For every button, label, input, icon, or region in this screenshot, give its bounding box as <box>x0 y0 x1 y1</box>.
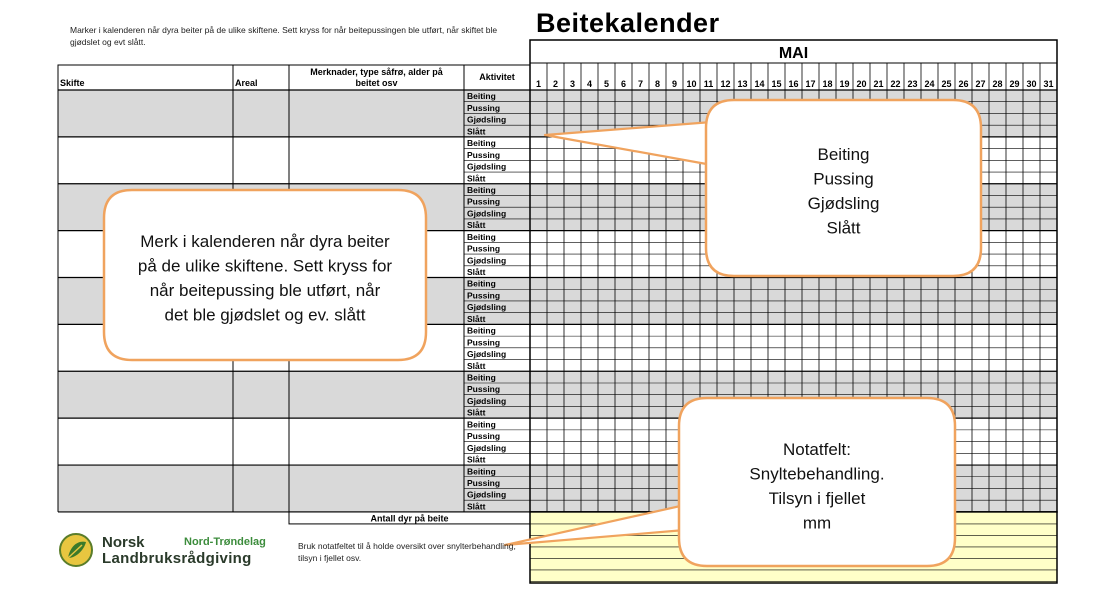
logo-text-line1: Norsk <box>102 534 145 551</box>
day-header: 14 <box>754 79 765 89</box>
activity-label: Gjødsling <box>467 442 507 453</box>
day-header: 8 <box>654 79 661 89</box>
logo <box>58 532 298 568</box>
day-header: 22 <box>890 79 901 89</box>
activity-label: Beiting <box>467 466 496 477</box>
col-header-aktivitet: Aktivitet <box>479 72 515 82</box>
col-header-merknader-cont: beitet osv <box>355 78 398 88</box>
logo-region-text: Nord-Trøndelag <box>184 536 266 548</box>
activity-label: Beiting <box>467 419 496 430</box>
instruction-text: Marker i kalenderen når dyra beiter på de ulike skiftene. Sett kryss for når beitepussingen ble utført, når skiftet ble gjødslet og evt slått. <box>70 25 498 47</box>
callout-instructions-text-line: på de ulike skiftene. Sett kryss for <box>137 256 393 276</box>
day-header: 20 <box>856 79 867 89</box>
activity-label: Beiting <box>467 91 496 102</box>
day-header: 21 <box>873 79 884 89</box>
month-label: MAI <box>778 45 809 62</box>
col-header-skifte: Skifte <box>60 78 85 88</box>
activity-label: Gjødsling <box>467 349 507 360</box>
day-header: 23 <box>907 79 918 89</box>
activity-label: Slått <box>467 173 486 184</box>
activity-label: Beiting <box>467 325 496 336</box>
day-header: 29 <box>1009 79 1020 89</box>
activity-label: Pussing <box>467 196 501 207</box>
day-header: 31 <box>1043 79 1054 89</box>
callout-notes-text-line: Tilsyn i fjellet <box>768 489 866 508</box>
callout-instructions-text-line: når beitepussing ble utført, når <box>149 281 381 300</box>
day-header: 28 <box>992 79 1003 89</box>
day-header: 12 <box>720 79 731 89</box>
activity-label: Pussing <box>467 384 501 395</box>
activity-label: Pussing <box>467 477 501 488</box>
day-header: 27 <box>975 79 986 89</box>
callout-activities-text-line: Slått <box>826 218 861 238</box>
day-header: 26 <box>958 79 969 89</box>
activity-label: Gjødsling <box>467 208 507 219</box>
activity-label: Beiting <box>467 278 496 289</box>
activity-label: Beiting <box>467 138 496 149</box>
callout-instructions-text-line: Merk i kalenderen når dyra beiter <box>140 232 390 251</box>
day-header: 24 <box>924 79 935 89</box>
day-header: 15 <box>771 79 782 89</box>
page-title: Beitekalender <box>536 8 720 38</box>
day-header: 7 <box>637 79 644 89</box>
day-header: 13 <box>737 79 748 89</box>
activity-label: Beiting <box>467 372 496 383</box>
callout-notes-text-line: mm <box>802 513 832 533</box>
activity-label: Pussing <box>467 431 501 442</box>
activity-label: Slått <box>467 267 486 278</box>
activity-label: Gjødsling <box>467 255 507 266</box>
day-header: 1 <box>535 79 542 89</box>
left-header-frame <box>58 65 530 90</box>
activity-label: Slått <box>467 407 486 418</box>
callout-notes-text-line: Snyltebehandling. <box>749 464 885 484</box>
logo-text-line2: Landbruksrådgiving <box>102 550 252 567</box>
logo-leaf-icon <box>58 532 94 568</box>
activity-label: Beiting <box>467 231 496 242</box>
day-header: 17 <box>805 79 816 89</box>
activity-label: Pussing <box>467 149 501 160</box>
activity-label: Slått <box>467 360 486 371</box>
col-header-areal: Areal <box>235 78 258 88</box>
day-header: 16 <box>788 79 799 89</box>
day-header: 30 <box>1026 79 1037 89</box>
activity-label: Gjødsling <box>467 114 507 125</box>
activity-label: Pussing <box>467 337 501 348</box>
callout-instructions-text-line: det ble gjødslet og ev. slått <box>164 305 366 325</box>
activity-label: Gjødsling <box>467 302 507 313</box>
day-header: 25 <box>941 79 952 89</box>
day-header: 5 <box>603 79 610 89</box>
activity-label: Slått <box>467 220 486 231</box>
day-header: 9 <box>671 79 678 89</box>
activity-label: Slått <box>467 454 486 465</box>
day-header: 11 <box>703 79 714 89</box>
activity-label: Pussing <box>467 243 501 254</box>
callout-activities-text-line: Gjødsling <box>807 194 880 213</box>
day-header: 19 <box>839 79 850 89</box>
activity-label: Pussing <box>467 290 501 301</box>
col-header-merknader: Merknader, type såfrø, alder på <box>310 67 443 77</box>
day-header: 18 <box>822 79 833 89</box>
day-header: 10 <box>686 79 697 89</box>
activity-label: Beiting <box>467 184 496 195</box>
activity-label: Gjødsling <box>467 395 507 406</box>
day-header: 2 <box>552 79 559 89</box>
day-header: 4 <box>586 79 593 89</box>
antall-label: Antall dyr på beite <box>370 513 449 524</box>
callout-activities-text-line: Pussing <box>813 169 874 189</box>
activity-label: Gjødsling <box>467 489 507 500</box>
activity-label: Slått <box>467 313 486 324</box>
activity-label: Slått <box>467 126 486 137</box>
callout-notes-text-line: Notatfelt: <box>782 440 852 459</box>
day-header: 6 <box>620 79 627 89</box>
activity-label: Gjødsling <box>467 161 507 172</box>
activity-label: Slått <box>467 501 486 512</box>
callout-activities-text-line: Beiting <box>817 145 870 164</box>
note-instruction-text: Bruk notatfeltet til å holde oversikt over snylterbehandling, tilsyn i fjellet osv. <box>298 541 516 563</box>
day-header: 3 <box>569 79 576 89</box>
activity-label: Pussing <box>467 102 501 113</box>
